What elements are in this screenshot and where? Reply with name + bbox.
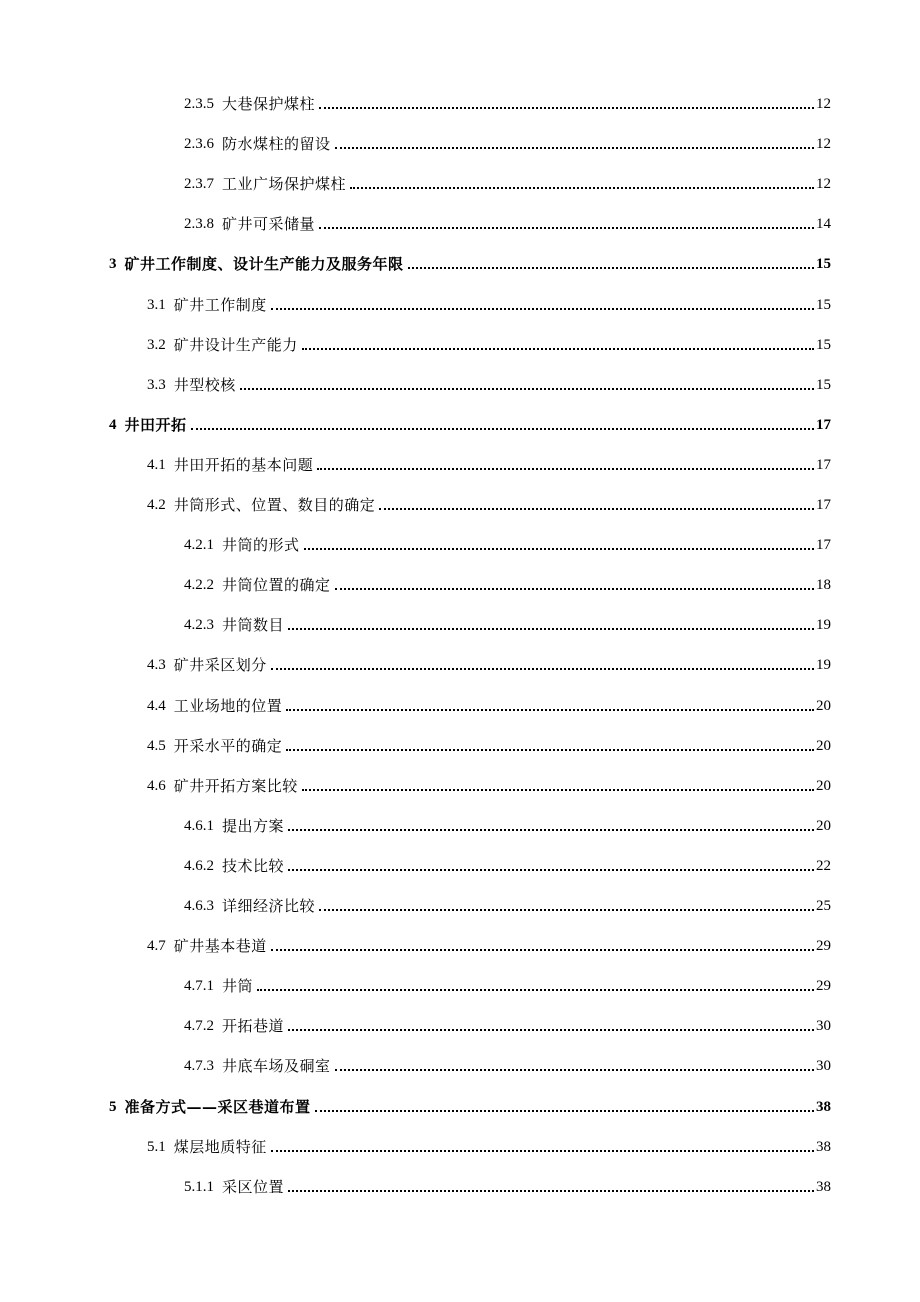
toc-dot-leader: [257, 989, 814, 991]
toc-entry-title: 井筒数目: [222, 616, 285, 635]
toc-dot-leader: [271, 308, 814, 310]
toc-dot-leader: [335, 1069, 814, 1071]
toc-entry-title: 矿井工作制度: [173, 295, 267, 314]
toc-dot-leader: [271, 668, 814, 670]
toc-entry-number: 5.1.1: [184, 1178, 214, 1195]
toc-entry-page: 15: [816, 336, 831, 353]
toc-dot-leader: [191, 428, 814, 430]
toc-dot-leader: [315, 1110, 814, 1112]
toc-entry-title: 井田开拓: [124, 415, 187, 434]
toc-entry-title: 井田开拓的基本问题: [173, 455, 314, 474]
toc-entry-page: 20: [816, 817, 831, 834]
toc-dot-leader: [288, 628, 814, 630]
toc-entry[interactable]: [184, 211, 831, 233]
toc-entry-page: 20: [816, 697, 831, 714]
toc-entry[interactable]: [184, 813, 831, 835]
toc-dot-leader: [408, 267, 814, 269]
toc-entry-title: 防水煤柱的留设: [222, 135, 331, 154]
toc-entry-page: 18: [816, 577, 831, 594]
toc-entry-page: 14: [816, 216, 831, 233]
toc-entry-title: 井筒的形式: [222, 536, 300, 555]
toc-entry-page: 17: [816, 416, 831, 433]
toc-entry-number: 3.3: [147, 376, 166, 393]
toc-entry-number: 5: [109, 1098, 117, 1115]
toc-entry[interactable]: [109, 251, 831, 273]
toc-entry[interactable]: [184, 131, 831, 153]
toc-entry-page: 25: [816, 898, 831, 914]
toc-entry-title: 大巷保护煤柱: [222, 95, 316, 113]
toc-entry-page: 19: [816, 617, 831, 634]
toc-entry-number: 4.6.3: [184, 898, 214, 914]
toc-entry-page: 20: [816, 737, 831, 754]
toc-dot-leader: [286, 709, 814, 711]
toc-entry-title: 井型校核: [173, 375, 236, 394]
toc-dot-leader: [319, 909, 814, 911]
toc-entry-number: 2.3.8: [184, 216, 214, 233]
toc-entry[interactable]: [184, 853, 831, 875]
toc-entry-number: 4.2: [147, 497, 166, 513]
toc-entry-page: 29: [816, 938, 831, 955]
toc-dot-leader: [350, 187, 814, 189]
toc-entry-page: 15: [816, 256, 831, 273]
toc-dot-leader: [304, 548, 814, 550]
toc-entry-page: 19: [816, 657, 831, 674]
toc-entry[interactable]: [147, 452, 831, 474]
toc-entry-page: 12: [816, 96, 831, 112]
toc-entry-title: 准备方式——采区巷道布置: [124, 1097, 311, 1116]
toc-entry-number: 4.2.2: [184, 577, 214, 594]
toc-entry-page: 38: [816, 1178, 831, 1195]
toc-dot-leader: [319, 107, 814, 109]
toc-entry-title: 矿井开拓方案比较: [173, 776, 298, 795]
toc-entry[interactable]: [109, 412, 831, 434]
toc-dot-leader: [286, 749, 814, 751]
toc-entry-title: 开拓巷道: [222, 1017, 285, 1036]
toc-entry[interactable]: [147, 733, 831, 755]
toc-entry-number: 3: [109, 256, 117, 273]
toc-entry[interactable]: [184, 91, 831, 113]
toc-entry-number: 3.1: [147, 296, 166, 313]
toc-entry-title: 矿井基本巷道: [173, 937, 267, 956]
toc-entry[interactable]: [184, 532, 831, 554]
toc-entry[interactable]: [147, 693, 831, 715]
toc-entry-title: 技术比较: [222, 856, 285, 875]
toc-entry-number: 3.2: [147, 336, 166, 353]
toc-entry-number: 2.3.7: [184, 176, 214, 193]
toc-entry-number: 5.1: [147, 1138, 166, 1155]
toc-entry-page: 17: [816, 456, 831, 473]
toc-entry-page: 12: [816, 136, 831, 153]
toc-entry[interactable]: [184, 973, 831, 995]
toc-entry-page: 38: [816, 1138, 831, 1155]
toc-entry-number: 4.6.2: [184, 857, 214, 874]
toc-entry-number: 2.3.6: [184, 136, 214, 153]
toc-entry[interactable]: [184, 171, 831, 193]
toc-entry[interactable]: [184, 572, 831, 594]
toc-entry-title: 工业广场保护煤柱: [222, 175, 347, 194]
toc-entry-page: 15: [816, 376, 831, 393]
toc-entry[interactable]: [147, 332, 831, 354]
toc-entry-page: 17: [816, 537, 831, 554]
toc-entry[interactable]: [147, 933, 831, 955]
toc-dot-leader: [317, 468, 814, 470]
toc-entry-title: 提出方案: [222, 816, 285, 835]
toc-entry-number: 4.1: [147, 456, 166, 473]
toc-entry-title: 详细经济比较: [222, 897, 316, 915]
toc-entry-title: 煤层地质特征: [173, 1137, 267, 1156]
toc-entry-title: 井筒: [222, 977, 254, 996]
toc-entry[interactable]: [184, 612, 831, 634]
toc-entry-number: 4.6.1: [184, 817, 214, 834]
toc-dot-leader: [335, 588, 814, 590]
toc-dot-leader: [271, 1150, 814, 1152]
toc-entry-title: 开采水平的确定: [173, 736, 283, 755]
toc-entry[interactable]: [147, 652, 831, 674]
toc-entry-page: 12: [816, 176, 831, 193]
toc-entry[interactable]: [184, 1053, 831, 1075]
toc-dot-leader: [288, 829, 814, 831]
toc-dot-leader: [240, 388, 814, 390]
toc-dot-leader: [335, 147, 814, 149]
toc-entry[interactable]: [184, 1013, 831, 1035]
toc-entry-page: 38: [816, 1098, 831, 1115]
toc-entry[interactable]: [184, 893, 831, 915]
toc-entry-title: 井筒位置的确定: [222, 576, 331, 595]
toc-dot-leader: [288, 1029, 814, 1031]
toc-entry[interactable]: [109, 1094, 831, 1116]
toc-entry-number: 2.3.5: [184, 96, 214, 112]
toc-entry-number: 4.2.1: [184, 537, 214, 554]
toc-entry-page: 30: [816, 1058, 831, 1075]
toc-entry-title: 矿井采区划分: [173, 656, 267, 675]
toc-entry-title: 井筒形式、位置、数目的确定: [173, 496, 376, 514]
toc-entry[interactable]: [147, 372, 831, 394]
toc-entry-number: 4.5: [147, 737, 166, 754]
toc-entry-number: 4.7.2: [184, 1018, 214, 1035]
toc-entry[interactable]: [147, 292, 831, 314]
toc-dot-leader: [379, 508, 814, 510]
toc-entry-number: 4.7: [147, 938, 166, 955]
toc-entry-title: 采区位置: [222, 1177, 285, 1196]
toc-entry-page: 29: [816, 978, 831, 995]
toc-dot-leader: [288, 1190, 814, 1192]
toc-entry-number: 4.3: [147, 657, 166, 674]
toc-entry[interactable]: [147, 1134, 831, 1156]
toc-entry-page: 20: [816, 777, 831, 794]
toc-entry-number: 4: [109, 416, 117, 433]
toc-entry[interactable]: [184, 1174, 831, 1196]
toc-dot-leader: [319, 227, 814, 229]
toc-entry-number: 4.7.3: [184, 1058, 214, 1075]
toc-entry-number: 4.7.1: [184, 978, 214, 995]
toc-entry-title: 井底车场及硐室: [222, 1057, 331, 1076]
toc-entry-title: 工业场地的位置: [173, 696, 283, 715]
toc-entry-page: 15: [816, 296, 831, 313]
toc-entry-title: 矿井设计生产能力: [173, 335, 298, 354]
toc-entry-title: 矿井工作制度、设计生产能力及服务年限: [124, 255, 404, 274]
toc-entry-number: 4.6: [147, 777, 166, 794]
toc-entry[interactable]: [147, 773, 831, 795]
toc-entry[interactable]: [147, 492, 831, 514]
toc-dot-leader: [302, 348, 814, 350]
toc-entry-number: 4.4: [147, 697, 166, 714]
toc-dot-leader: [271, 949, 814, 951]
toc-entry-page: 30: [816, 1018, 831, 1035]
toc-entry-page: 17: [816, 497, 831, 513]
toc-dot-leader: [302, 789, 814, 791]
toc-dot-leader: [288, 869, 814, 871]
toc-entry-title: 矿井可采储量: [222, 215, 316, 234]
toc-entry-number: 4.2.3: [184, 617, 214, 634]
toc-entry-page: 22: [816, 857, 831, 874]
